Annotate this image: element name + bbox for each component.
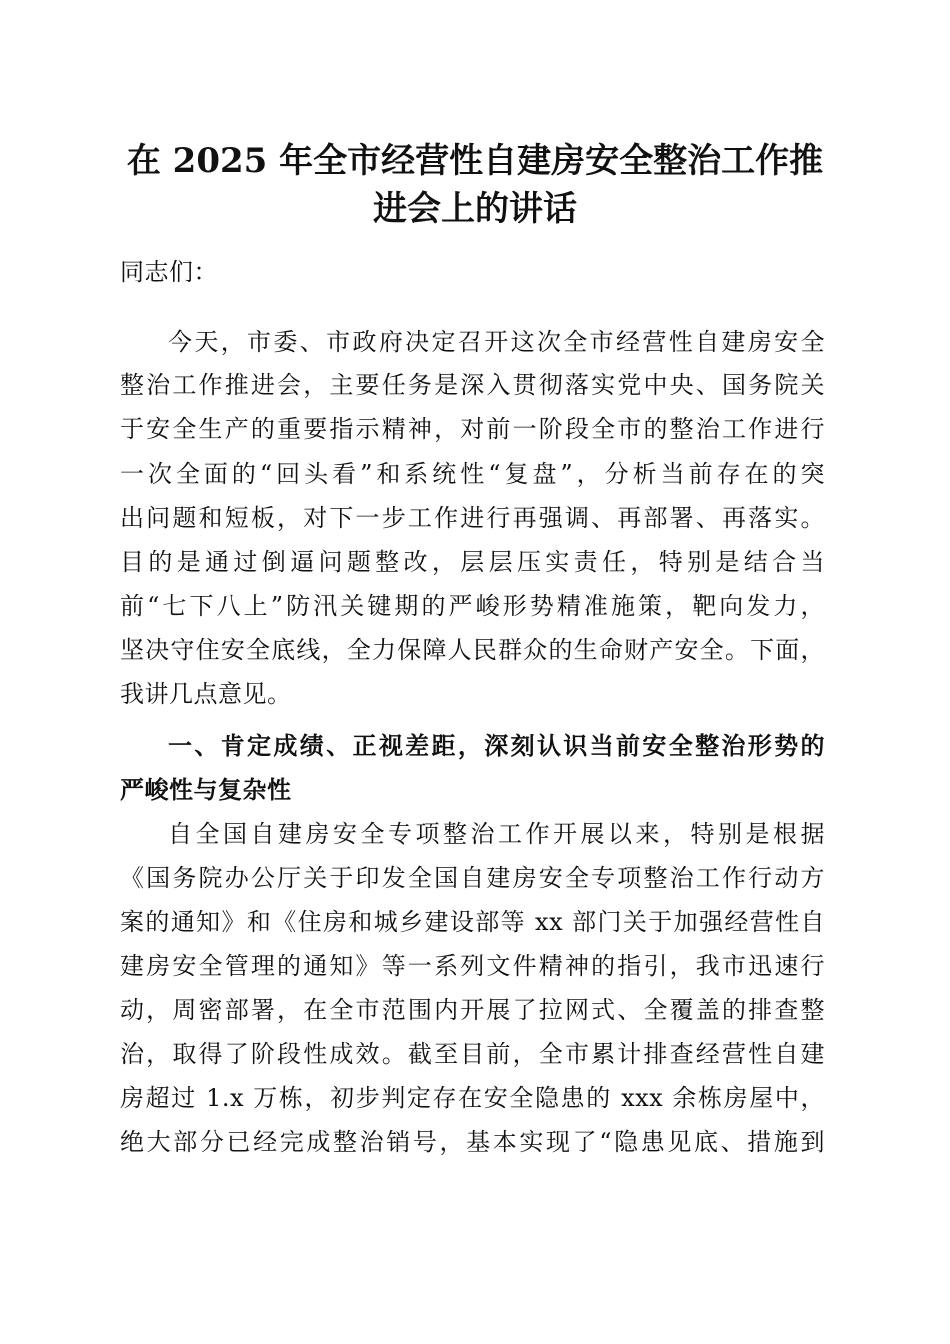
intro-line-8: 坚决守住安全底线，全力保障人民群众的生命财产安全。下面， <box>120 636 825 664</box>
document-title-line-2: 进会上的讲话 <box>373 189 577 229</box>
section-1-heading-line-2: 严峻性与复杂性 <box>120 776 292 804</box>
section-1-body-line-6: 治，取得了阶段性成效。截至目前，全市累计排查经营性自建 <box>120 1040 825 1068</box>
section-1-body-line-5: 动，周密部署，在全市范围内开展了拉网式、全覆盖的排查整 <box>120 996 825 1024</box>
section-1-body-line-8: 绝大部分已经完成整治销号，基本实现了“隐患见底、措施到 <box>120 1128 825 1156</box>
document-title-line-1: 在 2025 年全市经营性自建房安全整治工作推 <box>126 141 824 181</box>
section-1-body-line-1: 自全国自建房安全专项整治工作开展以来，特别是根据 <box>168 820 825 848</box>
intro-line-7: 前“七下八上”防汛关键期的严峻形势精准施策，靶向发力， <box>120 592 825 620</box>
section-1-body-line-7: 房超过 1.x 万栋，初步判定存在安全隐患的 xxx 余栋房屋中， <box>120 1084 825 1112</box>
intro-line-6: 目的是通过倒逼问题整改，层层压实责任，特别是结合当 <box>120 548 825 576</box>
section-1-heading-line-1: 一、肯定成绩、正视差距，深刻认识当前安全整治形势的 <box>168 732 825 760</box>
intro-line-4: 一次全面的“回头看”和系统性“复盘”，分析当前存在的突 <box>120 460 825 488</box>
salutation: 同志们： <box>120 258 218 286</box>
intro-line-9: 我讲几点意见。 <box>120 680 292 708</box>
intro-line-5: 出问题和短板，对下一步工作进行再强调、再部署、再落实。 <box>120 504 825 532</box>
intro-line-1: 今天，市委、市政府决定召开这次全市经营性自建房安全 <box>168 328 825 356</box>
section-1-body-line-4: 建房安全管理的通知》等一系列文件精神的指引，我市迅速行 <box>120 952 825 980</box>
intro-line-3: 于安全生产的重要指示精神，对前一阶段全市的整治工作进行 <box>120 415 825 443</box>
section-1-body-line-3: 案的通知》和《住房和城乡建设部等 xx 部门关于加强经营性自 <box>120 908 825 936</box>
section-1-body-line-2: 《国务院办公厅关于印发全国自建房安全专项整治工作行动方 <box>120 864 825 892</box>
intro-line-2: 整治工作推进会，主要任务是深入贯彻落实党中央、国务院关 <box>120 371 825 399</box>
